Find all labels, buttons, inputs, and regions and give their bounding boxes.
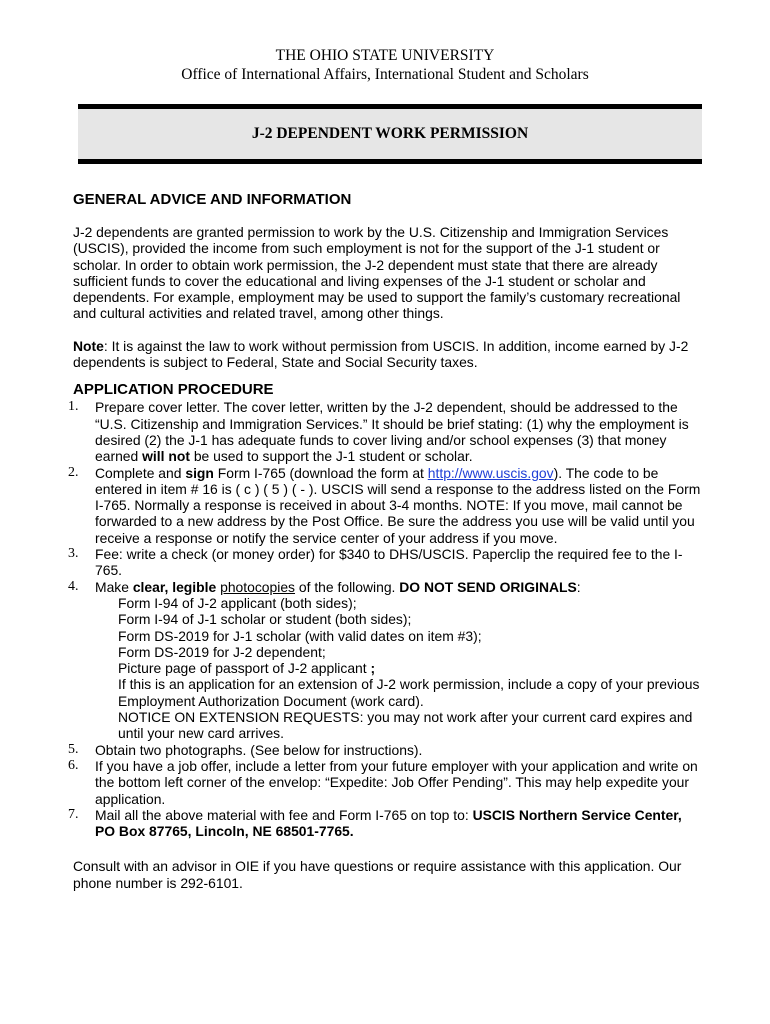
closing-paragraph: Consult with an advisor in OIE if you have questions or require assistance with this application. Our phone number is 292-6101. bbox=[73, 858, 682, 891]
item-emphasis: clear, legible bbox=[132, 578, 217, 595]
list-item bbox=[68, 464, 703, 546]
sub-item bbox=[95, 660, 703, 676]
item-text: : bbox=[576, 578, 581, 595]
item-text: of the following. bbox=[295, 578, 400, 595]
uscis-link[interactable]: http://www.uscis.gov bbox=[427, 464, 554, 481]
item-text: be used to support the J-1 student or scholar. bbox=[189, 448, 473, 465]
item-text: Make bbox=[95, 578, 133, 595]
procedure-list bbox=[68, 399, 703, 840]
procedure-heading: APPLICATION PROCEDURE bbox=[73, 381, 274, 399]
title-banner bbox=[78, 109, 702, 159]
document-body bbox=[68, 190, 703, 891]
item-number: 2. bbox=[68, 464, 79, 480]
university-name: THE OHIO STATE UNIVERSITY bbox=[275, 47, 495, 64]
item-text: Form I-765 (download the form at bbox=[213, 464, 428, 481]
item-text: Mail all the above material with fee and Form I-765 on top to: bbox=[95, 806, 473, 823]
list-item bbox=[68, 399, 703, 465]
list-item bbox=[68, 806, 703, 840]
note-text: : It is against the law to work without permission from USCIS. In addition, income earned by J-2 dependents is subject to Federal, State and Social Security taxes. bbox=[73, 337, 689, 371]
item-number: 6. bbox=[68, 757, 79, 773]
item-number: 5. bbox=[68, 741, 79, 757]
sub-item: Form I-94 of J-2 applicant (both sides); bbox=[118, 594, 357, 611]
list-item bbox=[68, 546, 703, 579]
item-text: Fee: write a check (or money order) for $340 to DHS/USCIS. Paperclip the required fee to the I-765. bbox=[95, 546, 683, 579]
sub-item: Form DS-2019 for J-2 dependent; bbox=[118, 643, 326, 660]
item-text: ). The code to be entered in item # 16 is ( c ) ( 5 ) ( - ). USCIS will send a response to the address listed on the Form I-765. Normally a response is received in about 3-4 months. NOTE: If you move, mail cannot be forwarded to a new address by the Post Office. Be sure the address you use will be valid until you receive a response or notify the service center of your address if you move. bbox=[95, 464, 701, 546]
note-paragraph bbox=[73, 338, 703, 371]
item-underlined: photocopies bbox=[220, 578, 296, 595]
general-heading: GENERAL ADVICE AND INFORMATION bbox=[73, 191, 352, 208]
sub-item-text: Picture page of passport of J-2 applicant bbox=[118, 660, 371, 677]
item-text: If you have a job offer, include a letter from your future employer with your application and write on the bottom left corner of the envelop: “Expedite: Job Offer Pending”. This may help expedite your application. bbox=[95, 757, 698, 807]
sub-item: Form I-94 of J-1 scholar or student (both sides); bbox=[118, 611, 412, 628]
mailing-address: USCIS Northern Service Center, PO Box 87765, Lincoln, NE 68501-7765. bbox=[95, 806, 682, 840]
item-number: 7. bbox=[68, 806, 79, 822]
list-item bbox=[68, 757, 703, 807]
office-name: Office of International Affairs, International Student and Scholars bbox=[181, 66, 589, 83]
item-emphasis: DO NOT SEND ORIGINALS bbox=[399, 578, 577, 595]
sub-item-emphasis: ; bbox=[370, 660, 376, 677]
sub-item: NOTICE ON EXTENSION REQUESTS: you may not work after your current card expires and until your new card arrives. bbox=[118, 709, 693, 742]
sub-item: Form DS-2019 for J-1 scholar (with valid dates on item #3); bbox=[118, 627, 482, 644]
item-emphasis: will not bbox=[142, 448, 190, 465]
item-number: 4. bbox=[68, 578, 79, 594]
note-label: Note bbox=[73, 337, 104, 354]
list-item bbox=[68, 578, 703, 742]
list-item bbox=[68, 741, 703, 758]
general-paragraph: J-2 dependents are granted permission to work by the U.S. Citizenship and Immigration Services (USCIS), provided the income from such employment is not for the support of the J-1 student or scholar. In order to obtain work permission, the J-2 dependent must state that there are already sufficient funds to cover the educational and living expenses of the J-1 student or scholar and dependents. For example, employment may be used to support the family’s customary recreational and cultural activities and related travel, among other things. bbox=[73, 224, 681, 322]
item-text: Complete and bbox=[95, 464, 186, 481]
sub-item: If this is an application for an extension of J-2 work permission, include a copy of your previous Employment Authorization Document (work card). bbox=[118, 676, 700, 709]
document-title: J-2 DEPENDENT WORK PERMISSION bbox=[251, 125, 529, 142]
item-text: Obtain two photographs. (See below for instructions). bbox=[95, 741, 423, 758]
banner-bottom-rule bbox=[78, 159, 702, 164]
item-emphasis: sign bbox=[185, 464, 214, 481]
item-text: Prepare cover letter. The cover letter, written by the J-2 dependent, should be addressed to the “U.S. Citizenship and Immigration Services.” It should be brief stating: (1) why the employment is desired (2) the J-1 has adequate funds to cover living and/or school expenses (3) that money earned bbox=[95, 399, 689, 465]
item-number: 1. bbox=[68, 399, 79, 415]
item-number: 3. bbox=[68, 546, 79, 562]
